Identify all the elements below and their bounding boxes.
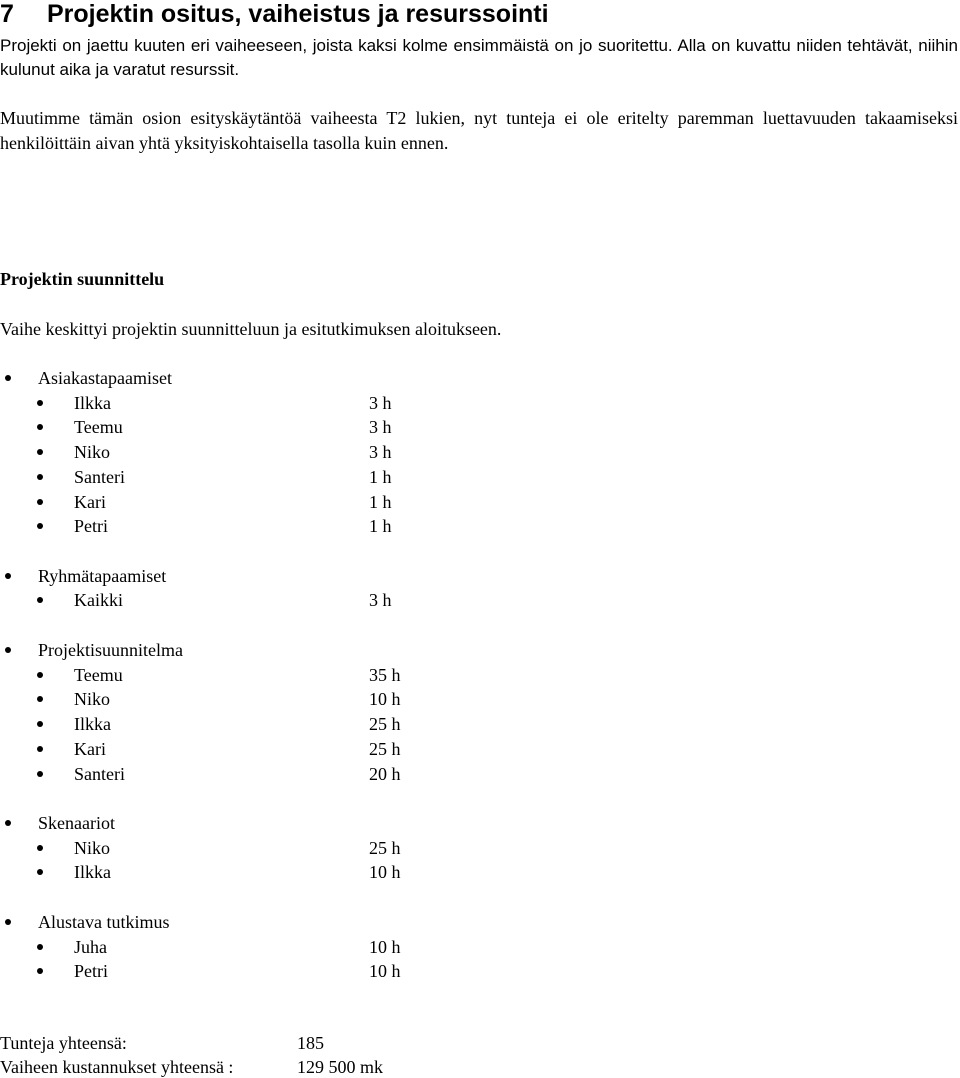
section-number: 7 [0, 0, 14, 28]
person-row [37, 861, 457, 883]
person-row [37, 515, 457, 537]
bullet-icon [37, 449, 43, 455]
person-row [37, 960, 457, 982]
person-name: Petri [74, 516, 108, 536]
bullet-icon [5, 647, 11, 653]
person-hours: 10 h [369, 862, 401, 882]
person-row [37, 589, 457, 611]
bullet-icon [37, 869, 43, 875]
note-paragraph: Muutimme tämän osion esityskäytäntöä vaiheesta T2 lukien, nyt tunteja ei ole eritelty paremman luettavuuden takaamiseksi henkilöittäin aivan yhtä yksityiskohtaisella tasolla kuin ennen. [0, 108, 958, 153]
person-row [37, 738, 457, 760]
person-hours: 25 h [369, 714, 401, 734]
bullet-icon [37, 845, 43, 851]
person-row [37, 491, 457, 513]
person-row [37, 416, 457, 438]
task-item [5, 639, 425, 661]
person-row [37, 441, 457, 463]
person-row [37, 763, 457, 785]
person-name: Petri [74, 961, 108, 981]
total-cost-row [0, 1056, 500, 1078]
person-name: Ilkka [74, 393, 111, 413]
subsection-title: Projektin suunnittelu [0, 269, 165, 289]
bullet-icon [37, 499, 43, 505]
person-row [37, 392, 457, 414]
total-hours-value: 185 [297, 1033, 324, 1053]
person-name: Santeri [74, 764, 125, 784]
person-hours: 25 h [369, 739, 401, 759]
total-cost-value: 129 500 mk [297, 1057, 384, 1077]
task-item [5, 812, 425, 834]
task-name: Asiakastapaamiset [38, 368, 172, 388]
total-hours-row [0, 1032, 500, 1054]
section-heading [0, 0, 549, 28]
person-name: Kari [74, 739, 106, 759]
intro-paragraph: Projekti on jaettu kuuten eri vaiheeseen, joista kaksi kolme ensimmäistä on jo suoritettu. Alla on kuvattu niiden tehtävät, niihin kulunut aika ja varatut resurssit. [0, 36, 958, 79]
task-item [5, 367, 425, 389]
person-hours: 1 h [369, 516, 392, 536]
bullet-icon [37, 696, 43, 702]
bullet-icon [5, 375, 11, 381]
person-hours: 3 h [369, 417, 392, 437]
bullet-icon [37, 746, 43, 752]
bullet-icon [37, 968, 43, 974]
person-name: Niko [74, 689, 110, 709]
person-row [37, 688, 457, 710]
person-hours: 10 h [369, 937, 401, 957]
person-name: Ilkka [74, 862, 111, 882]
task-item [5, 911, 425, 933]
bullet-icon [5, 820, 11, 826]
bullet-icon [37, 672, 43, 678]
bullet-icon [37, 474, 43, 480]
person-name: Niko [74, 838, 110, 858]
person-hours: 1 h [369, 467, 392, 487]
person-name: Kari [74, 492, 106, 512]
person-hours: 35 h [369, 665, 401, 685]
person-row [37, 664, 457, 686]
task-item [5, 565, 425, 587]
bullet-icon [5, 573, 11, 579]
bullet-icon [37, 523, 43, 529]
bullet-icon [37, 721, 43, 727]
task-name: Projektisuunnitelma [38, 640, 183, 660]
person-hours: 3 h [369, 590, 392, 610]
bullet-icon [37, 424, 43, 430]
person-name: Juha [74, 937, 107, 957]
task-name: Ryhmätapaamiset [38, 566, 167, 586]
person-hours: 25 h [369, 838, 401, 858]
bullet-icon [37, 944, 43, 950]
subsection-description: Vaihe keskittyi projektin suunnitteluun ja esitutkimuksen aloitukseen. [0, 319, 502, 339]
person-name: Teemu [74, 665, 123, 685]
task-name: Alustava tutkimus [38, 912, 170, 932]
person-name: Ilkka [74, 714, 111, 734]
bullet-icon [5, 919, 11, 925]
person-name: Niko [74, 442, 110, 462]
person-row [37, 713, 457, 735]
person-hours: 3 h [369, 393, 392, 413]
bullet-icon [37, 597, 43, 603]
bullet-icon [37, 400, 43, 406]
person-hours: 10 h [369, 961, 401, 981]
person-name: Teemu [74, 417, 123, 437]
task-name: Skenaariot [38, 813, 115, 833]
person-row [37, 936, 457, 958]
person-hours: 1 h [369, 492, 392, 512]
person-hours: 20 h [369, 764, 401, 784]
total-cost-label: Vaiheen kustannukset yhteensä : [0, 1057, 234, 1077]
person-row [37, 837, 457, 859]
person-hours: 3 h [369, 442, 392, 462]
bullet-icon [37, 771, 43, 777]
person-name: Kaikki [74, 590, 123, 610]
person-row [37, 466, 457, 488]
person-name: Santeri [74, 467, 125, 487]
total-hours-label: Tunteja yhteensä: [0, 1033, 127, 1053]
person-hours: 10 h [369, 689, 401, 709]
section-title: Projektin ositus, vaiheistus ja resurssointi [47, 0, 549, 28]
